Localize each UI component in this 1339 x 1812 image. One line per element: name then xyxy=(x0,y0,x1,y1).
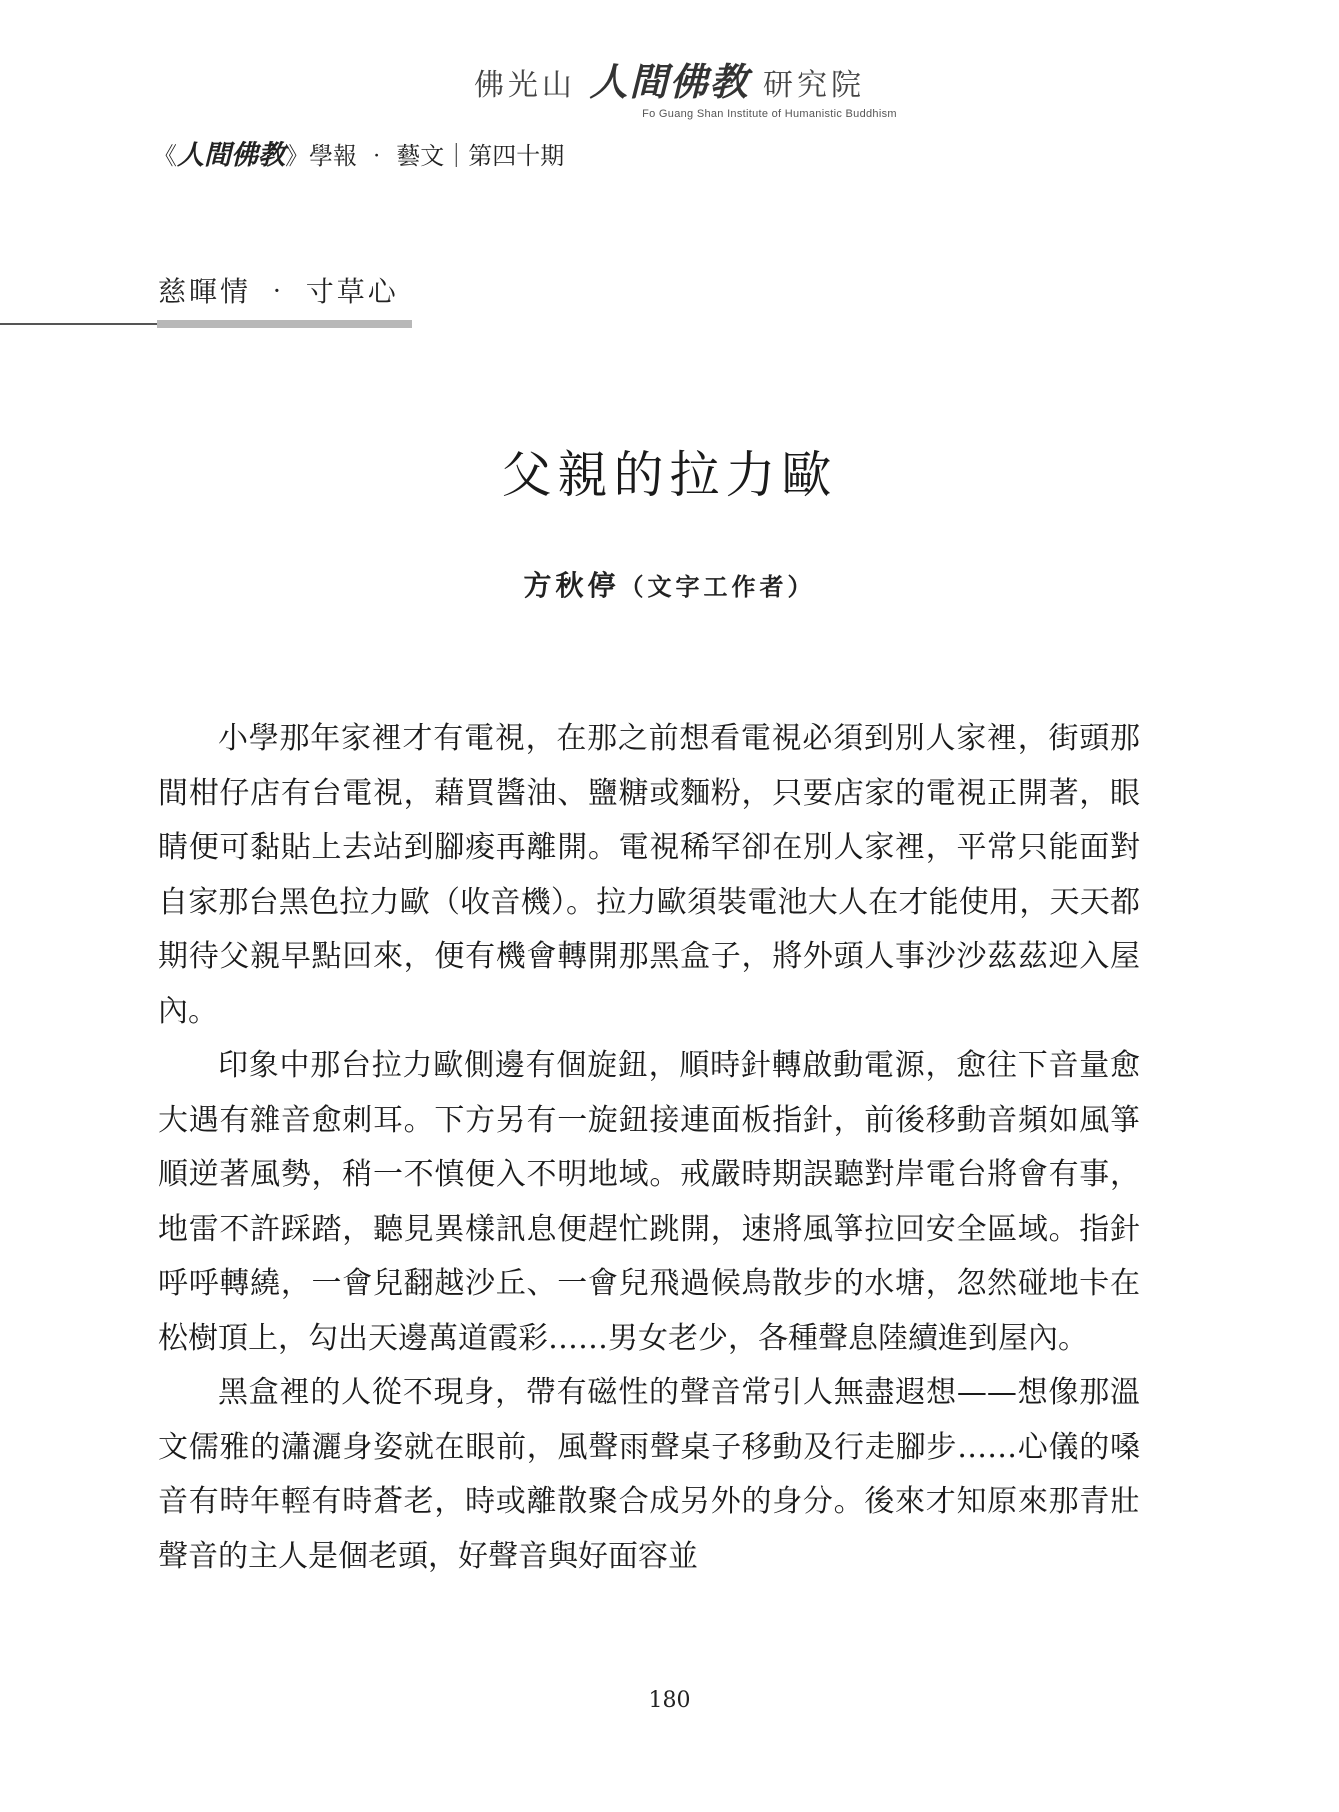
section-label: 慈暉情 ‧ 寸草心 xyxy=(158,275,399,308)
author-name: 方秋停 xyxy=(523,569,620,602)
journal-issue: 》學報 ‧ 藝文｜第四十期 xyxy=(285,142,565,170)
institute-header xyxy=(0,59,1339,120)
institute-prefix: 佛光山 xyxy=(473,68,576,103)
institute-suffix: 研究院 xyxy=(763,68,866,103)
journal-open-bracket: 《 xyxy=(153,142,177,170)
body-paragraph: 黑盒裡的人從不現身，帶有磁性的聲音常引人無盡遐想——想像那溫文儒雅的瀟灑身姿就在眼前，風聲雨聲桌子移動及行走腳步……心儀的嗓音有時年輕有時蒼老，時或離散聚合成另外的身分。後來才知原來那青壯聲音的主人是個老頭，好聲音與好面容並 xyxy=(158,1375,1140,1574)
institute-english-name: Fo Guang Shan Institute of Humanistic Buddhism xyxy=(642,108,897,120)
article-byline xyxy=(0,566,1339,607)
section-underline xyxy=(157,320,412,328)
author-affiliation: （文字工作者） xyxy=(619,572,816,601)
article-title: 父親的拉力歐 xyxy=(501,446,838,504)
journal-running-head xyxy=(153,138,564,174)
article-body xyxy=(158,712,1140,1584)
institute-brand-logo: 人間佛教 xyxy=(589,59,750,104)
body-paragraph: 印象中那台拉力歐側邊有個旋鈕，順時針轉啟動電源，愈往下音量愈大遇有雜音愈刺耳。下方另有一旋鈕接連面板指針，前後移動音頻如風箏順逆著風勢，稍一不慎便入不明地域。戒嚴時期誤聽對岸電台將會有事，地雷不許踩踏，聽見異樣訊息便趕忙跳開，速將風箏拉回安全區域。指針呼呼轉繞，一會兒翻越沙丘、一會兒飛過候鳥散步的水塘，忽然碰地卡在松樹頂上，勾出天邊萬道霞彩……男女老少，各種聲息陸續進到屋內。 xyxy=(158,1048,1140,1356)
institute-name xyxy=(0,59,1339,106)
body-paragraph: 小學那年家裡才有電視，在那之前想看電視必須到別人家裡，街頭那間柑仔店有台電視，藉買醬油、鹽糖或麵粉，只要店家的電視正開著，眼睛便可黏貼上去站到腳痠再離開。電視稀罕卻在別人家裡，平常只能面對自家那台黑色拉力歐（收音機）。拉力歐須裝電池大人在才能使用，天天都期待父親早點回來，便有機會轉開那黑盒子，將外頭人事沙沙茲茲迎入屋內。 xyxy=(158,721,1140,1029)
journal-brand-logo: 人間佛教 xyxy=(177,140,285,171)
page-number: 180 xyxy=(648,1688,691,1713)
